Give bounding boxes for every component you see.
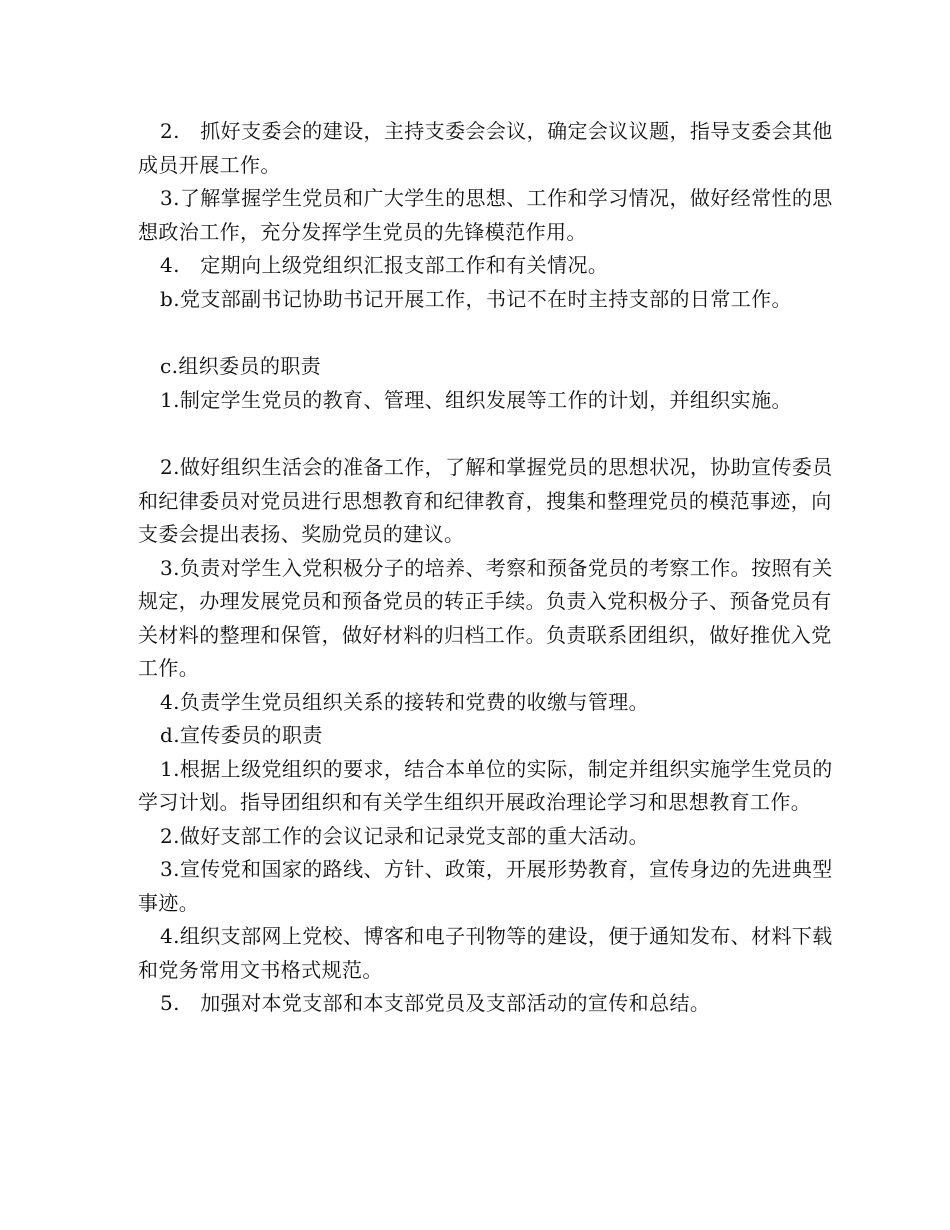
- section-heading-organization: c.组织委员的职责: [160, 354, 322, 378]
- paragraph-deputy-secretary: b.党支部副书记协助书记开展工作，书记不在时主持支部的日常工作。: [160, 286, 792, 311]
- paragraph-organization-duty-3: 3.负责对学生入党积极分子的培养、考察和预备党员的考察工作。按照有关规定，办理发展党员和预备党员的转正手续。负责入党积极分子、预备党员有关材料的整理和保管，做好材料的归档工作。负责联系团组织，做好推优入党工作。: [138, 555, 833, 680]
- paragraph-secretary-duty-3: 3.了解掌握学生党员和广大学生的思想、工作和学习情况，做好经常性的思想政治工作，充分发挥学生党员的先锋模范作用。: [138, 186, 833, 244]
- document-body: [138, 115, 838, 1021]
- paragraph-publicity-duty-2: 2.做好支部工作的会议记录和记录党支部的重大活动。: [160, 823, 650, 848]
- paragraph-secretary-duty-2: 2. 抓好支委会的建设，主持支委会会议，确定会议议题，指导支委会其他成员开展工作。: [138, 119, 833, 177]
- paragraph-gap: [138, 316, 838, 350]
- paragraph-organization-duty-2: 2.做好组织生活会的准备工作，了解和掌握党员的思想状况，协助宣传委员和纪律委员对党员进行思想教育和纪律教育，搜集和整理党员的模范事迹，向支委会提出表扬、奖励党员的建议。: [138, 455, 833, 546]
- section-heading-publicity: d.宣传委员的职责: [160, 723, 323, 747]
- paragraph-publicity-duty-4: 4.组织支部网上党校、博客和电子刊物等的建设，便于通知发布、材料下载和党务常用文书格式规范。: [138, 924, 833, 982]
- paragraph-organization-duty-4: 4.负责学生党员组织关系的接转和党费的收缴与管理。: [160, 689, 650, 714]
- paragraph-gap: [138, 417, 838, 451]
- paragraph-publicity-duty-5: 5. 加强对本党支部和本支部党员及支部活动的宣传和总结。: [160, 991, 711, 1015]
- paragraph-organization-duty-1: 1.制定学生党员的教育、管理、组织发展等工作的计划，并组织实施。: [160, 387, 792, 412]
- paragraph-secretary-duty-4: 4. 定期向上级党组织汇报支部工作和有关情况。: [160, 253, 609, 277]
- paragraph-publicity-duty-3: 3.宣传党和国家的路线、方针、政策，开展形势教育，宣传身边的先进典型事迹。: [138, 857, 833, 915]
- paragraph-publicity-duty-1: 1.根据上级党组织的要求，结合本单位的实际，制定并组织实施学生党员的学习计划。指导团组织和有关学生组织开展政治理论学习和思想教育工作。: [138, 756, 833, 814]
